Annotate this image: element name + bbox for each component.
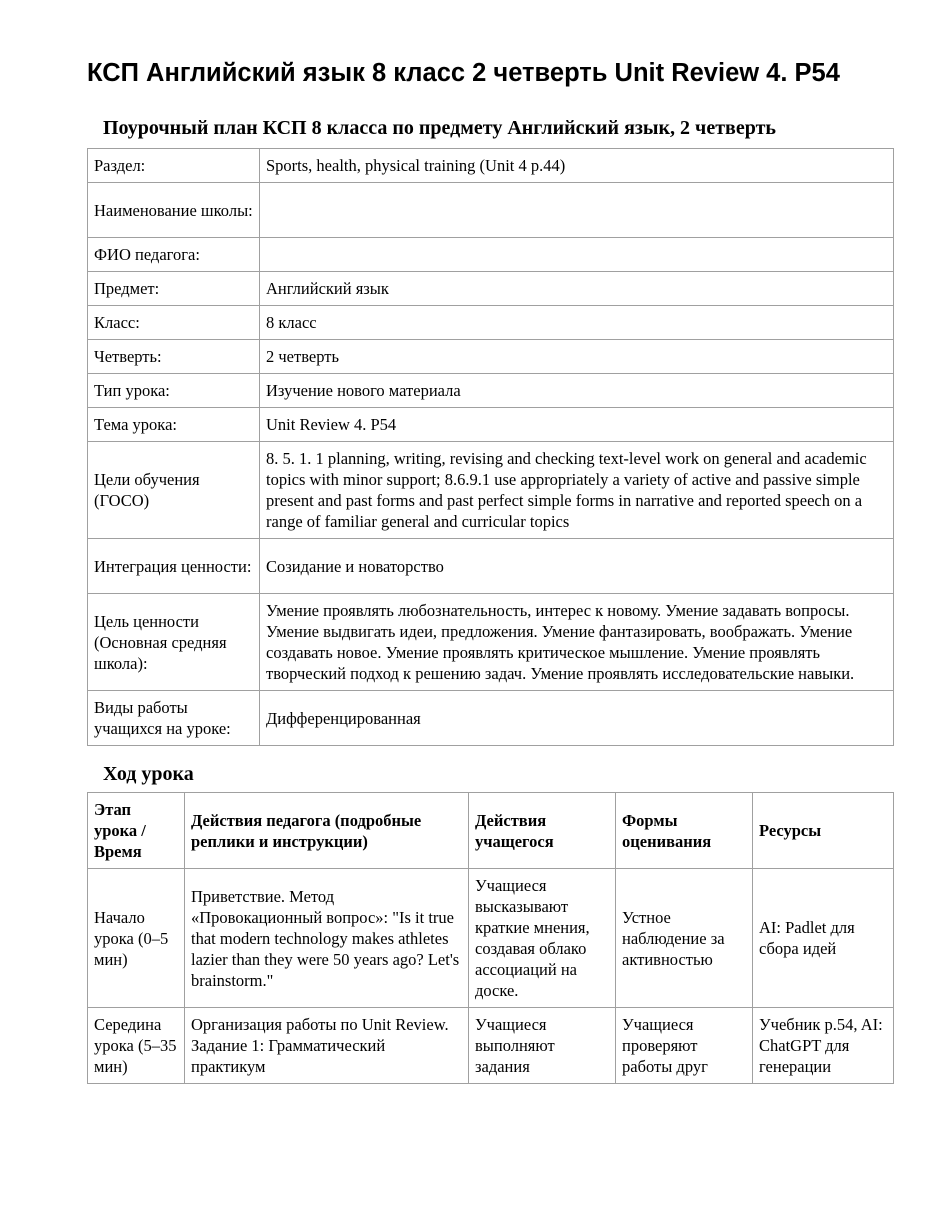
table-cell: Организация работы по Unit Review. Задание 1: Грамматический практикум [185, 1008, 469, 1084]
info-row [88, 594, 894, 691]
info-row [88, 183, 894, 238]
table-cell: Середина урока (5–35 мин) [88, 1008, 185, 1084]
info-value: Sports, health, physical training (Unit 4 p.44) [260, 149, 894, 183]
info-label: Виды работы учащихся на уроке: [88, 691, 260, 746]
column-header: Формы оценивания [616, 793, 753, 869]
info-label: Цели обучения (ГОСО) [88, 442, 260, 539]
info-row [88, 306, 894, 340]
info-row [88, 442, 894, 539]
info-value: 8. 5. 1. 1 planning, writing, revising and checking text-level work on general and academic topics with minor support; 8.6.9.1 use appropriately a variety of active and passive simple present and past forms and past perfect simple forms in narrative and reported speech on a range of familiar general and curricular topics [260, 442, 894, 539]
document-page [87, 58, 893, 1084]
info-value: Умение проявлять любознательность, интерес к новому. Умение задавать вопросы. Умение выдвигать идеи, предложения. Умение фантазировать, воображать. Умение создавать новое. Умение проявлять критическое мышление. Умение проявлять творческий подход к решению задач. Умение проявлять исследовательские навыки. [260, 594, 894, 691]
column-header: Ресурсы [753, 793, 894, 869]
table-cell: Учащиеся высказывают краткие мнения, создавая облако ассоциаций на доске. [469, 869, 616, 1008]
info-value: 2 четверть [260, 340, 894, 374]
info-row [88, 539, 894, 594]
column-header: Этап урока / Время [88, 793, 185, 869]
lesson-flow-table [87, 792, 894, 1084]
plan-heading: Поурочный план КСП 8 класса по предмету Английский язык, 2 четверть [103, 117, 776, 139]
info-label: Предмет: [88, 272, 260, 306]
info-value: Unit Review 4. P54 [260, 408, 894, 442]
lesson-info-table [87, 148, 894, 746]
table-cell: Учащиеся проверяют работы друг [616, 1008, 753, 1084]
info-label: Четверть: [88, 340, 260, 374]
column-header: Действия педагога (подробные реплики и инструкции) [185, 793, 469, 869]
info-row [88, 340, 894, 374]
table-cell: Приветствие. Метод «Провокационный вопрос»: "Is it true that modern technology makes athletes lazier than they were 50 years ago? Let's brainstorm." [185, 869, 469, 1008]
info-row [88, 408, 894, 442]
info-row [88, 272, 894, 306]
info-label: Наименование школы: [88, 183, 260, 238]
info-value: Дифференцированная [260, 691, 894, 746]
info-row [88, 149, 894, 183]
info-row [88, 374, 894, 408]
table-row [88, 1008, 894, 1084]
table-cell: Начало урока (0–5 мин) [88, 869, 185, 1008]
info-value: Созидание и новаторство [260, 539, 894, 594]
document-title: КСП Английский язык 8 класс 2 четверть Unit Review 4. P54 [87, 59, 840, 87]
column-header: Действия учащегося [469, 793, 616, 869]
info-value [260, 238, 894, 272]
info-label: Тип урока: [88, 374, 260, 408]
table-cell: Устное наблюдение за активностью [616, 869, 753, 1008]
info-label: Интеграция ценности: [88, 539, 260, 594]
table-cell: Учебник p.54, AI: ChatGPT для генерации [753, 1008, 894, 1084]
info-label: Тема урока: [88, 408, 260, 442]
info-label: Цель ценности (Основная средняя школа): [88, 594, 260, 691]
table-cell: Учащиеся выполняют задания [469, 1008, 616, 1084]
header-row [88, 793, 894, 869]
lesson-heading: Ход урока [103, 763, 194, 785]
info-label: Класс: [88, 306, 260, 340]
info-row [88, 691, 894, 746]
table-cell: AI: Padlet для сбора идей [753, 869, 894, 1008]
info-value [260, 183, 894, 238]
info-value: Английский язык [260, 272, 894, 306]
table-row [88, 869, 894, 1008]
info-value: 8 класс [260, 306, 894, 340]
info-row [88, 238, 894, 272]
info-label: Раздел: [88, 149, 260, 183]
info-value: Изучение нового материала [260, 374, 894, 408]
info-label: ФИО педагога: [88, 238, 260, 272]
